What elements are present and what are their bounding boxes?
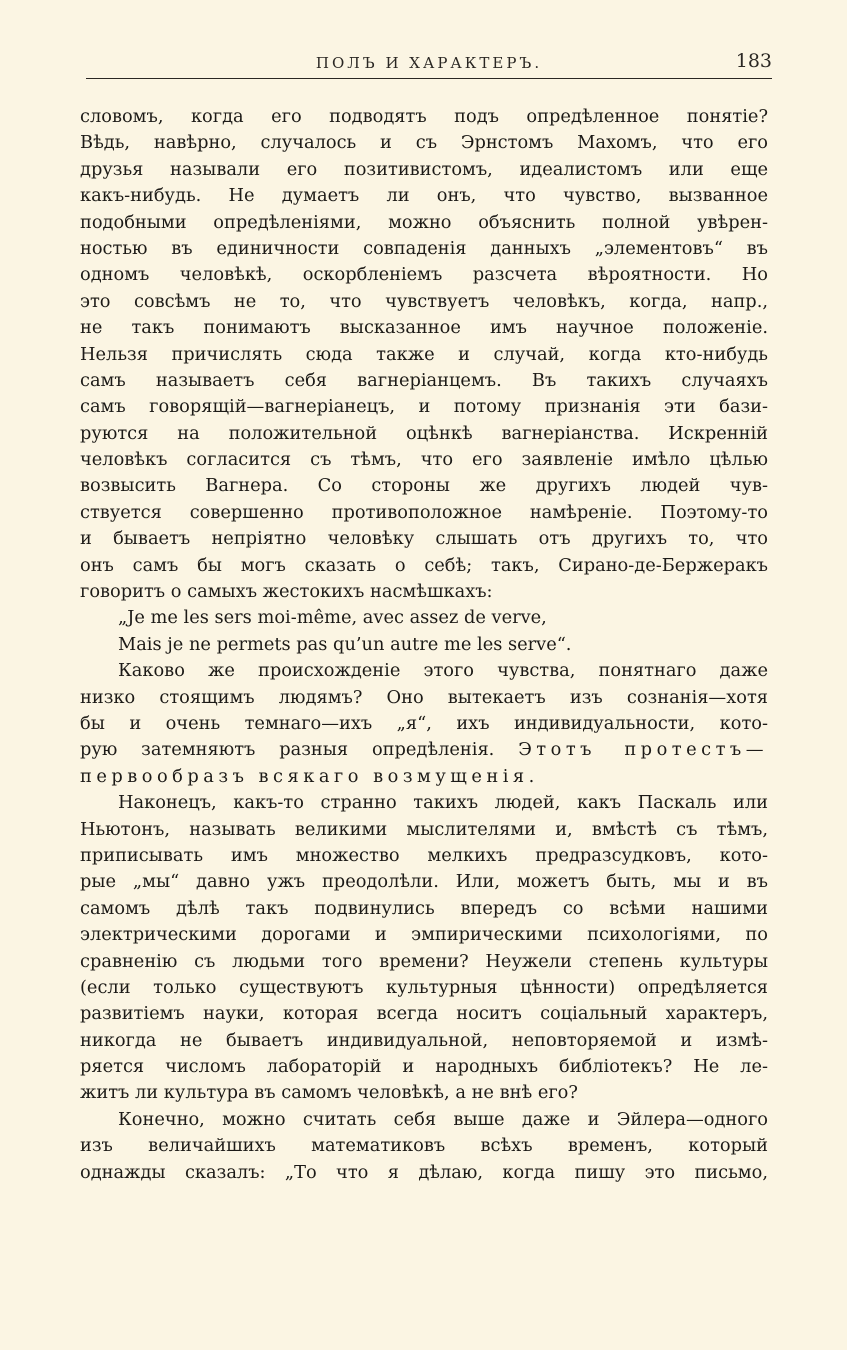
text-line: электрическими дорогами и эмпирическими психологіями, по xyxy=(80,924,768,946)
text-line: онъ самъ бы могъ сказать о себѣ; такъ, Сирано-де-Бержеракъ xyxy=(80,554,768,576)
text-line: какъ-нибудь. Не думаетъ ли онъ, что чувство, вызванное xyxy=(80,185,768,207)
verse-line: „Je me les sers moi-même, avec assez de verve, xyxy=(118,607,547,629)
text-line: рые „мы“ давно ужъ преодолѣли. Или, можетъ быть, мы и въ xyxy=(80,871,768,893)
emphasis-line: первообразъ всякаго возмущенія. xyxy=(80,765,539,787)
body-text xyxy=(80,104,768,1186)
text-line: руются на положительной оцѣнкѣ вагнеріанства. Искренній xyxy=(80,422,768,444)
text-line: житъ ли культура въ самомъ человѣкѣ, а не внѣ его? xyxy=(80,1082,578,1104)
text-line: самъ называетъ себя вагнеріанцемъ. Въ такихъ случаяхъ xyxy=(80,369,768,391)
text-line: одномъ человѣкѣ, оскорбленіемъ разсчета вѣроятности. Но xyxy=(80,264,768,286)
text-line: Конечно, можно считать себя выше даже и Эйлера—одного xyxy=(118,1108,768,1130)
text-line: бы и очень темнаго—ихъ „я“, ихъ индивидуальности, кото- xyxy=(80,712,768,734)
text-line: развитіемъ науки, которая всегда носитъ соціальный характеръ, xyxy=(80,1003,768,1025)
text-line: Каково же происхожденіе этого чувства, понятнаго даже xyxy=(118,660,768,682)
page-number: 183 xyxy=(735,50,772,72)
text-line: подобными опредѣленіями, можно объяснить полной увѣрен- xyxy=(80,211,768,233)
text-line: ствуется совершенно противоположное намѣреніе. Поэтому-то xyxy=(80,501,768,523)
text-line: никогда не бываетъ индивидуальной, неповторяемой и измѣ- xyxy=(80,1029,768,1051)
text-line: Ньютонъ, называть великими мыслителями и, вмѣстѣ съ тѣмъ, xyxy=(80,818,768,840)
text-line: Вѣдь, навѣрно, случалось и съ Эрнстомъ Махомъ, что его xyxy=(80,132,768,154)
text-line: ряется числомъ лабораторій и народныхъ библіотекъ? Не ле- xyxy=(80,1056,768,1078)
text-line: человѣкъ согласится съ тѣмъ, что его заявленіе имѣло цѣлью xyxy=(80,449,768,471)
text-line: возвысить Вагнера. Со стороны же другихъ людей чув- xyxy=(80,475,768,497)
text-line: словомъ, когда его подводятъ подъ опредѣленное понятіе? xyxy=(80,106,768,127)
text-line: (если только существуютъ культурныя цѣнности) опредѣляется xyxy=(80,976,768,998)
running-title: ПОЛЪ И ХАРАКТЕРЪ. xyxy=(315,54,543,72)
text-line: самомъ дѣлѣ такъ подвинулись впередъ со всѣми нашими xyxy=(80,897,768,919)
text-line: низко стоящимъ людямъ? Оно вытекаетъ изъ сознанія—хотя xyxy=(80,686,768,708)
text-line: сравненію съ людьми того времени? Неужели степень культуры xyxy=(80,950,768,972)
text-line: Наконецъ, какъ-то странно такихъ людей, какъ Паскаль или xyxy=(118,792,768,814)
text-line: приписывать имъ множество мелкихъ предразсудковъ, кото- xyxy=(80,844,768,866)
text-line: Нельзя причислять сюда также и случай, когда кто-нибудь xyxy=(80,343,768,365)
text-line xyxy=(80,737,768,763)
page-header xyxy=(86,48,772,79)
text-line: ностью въ единичности совпаденія данныхъ „элементовъ“ въ xyxy=(80,237,768,259)
emphasis-text: Этотъ протестъ— xyxy=(518,739,768,761)
text-line: говоритъ о самыхъ жестокихъ насмѣшкахъ: xyxy=(80,581,493,603)
text-line: это совсѣмъ не то, что чувствуетъ человѣкъ, когда, напр., xyxy=(80,290,768,312)
text-line: однажды сказалъ: „То что я дѣлаю, когда пишу это письмо, xyxy=(80,1161,768,1183)
text-line: не такъ понимаютъ высказанное имъ научное положеніе. xyxy=(80,317,768,339)
text-line: и бываетъ непріятно человѣку слышать отъ другихъ то, что xyxy=(80,528,768,550)
verse-line: Mais je ne permets pas qu’un autre me les serve“. xyxy=(118,633,572,655)
text-line: изъ величайшихъ математиковъ всѣхъ временъ, который xyxy=(80,1135,768,1157)
text-segment: рую затемняютъ разныя опредѣленія. xyxy=(80,739,495,761)
text-line: самъ говорящій—вагнеріанецъ, и потому признанія эти бази- xyxy=(80,396,768,418)
text-line: друзья называли его позитивистомъ, идеалистомъ или еще xyxy=(80,158,768,180)
